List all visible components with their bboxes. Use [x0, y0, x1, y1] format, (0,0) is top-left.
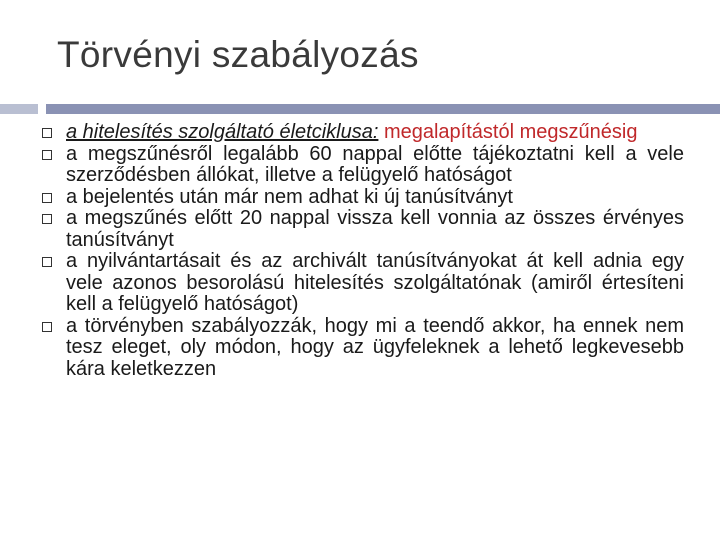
slide-title: Törvényi szabályozás — [57, 34, 419, 75]
bullet-text: a megszűnés előtt 20 nappal vissza kell vonnia az összes érvényes tanúsítványt — [66, 207, 684, 251]
bullet-item — [38, 187, 684, 209]
bullet-text: a megszűnésről legalább 60 nappal előtte tájékoztatni kell a vele szerződésben állókat, illetve a felügyelő hatóságot — [66, 142, 684, 186]
title-divider-left — [0, 104, 38, 114]
bullet-underlined-text: a hitelesítés szolgáltató életciklusa: — [66, 121, 379, 143]
square-bullet-icon — [42, 193, 52, 203]
bullet-item — [38, 208, 684, 251]
bullet-text: a nyilvántartásait és az archivált tanúsítványokat át kell adnia egy vele azonos besorolású hitelesítés szolgáltatónak (amiről értesíteni kell a felügyelő hatóságot) — [66, 250, 684, 315]
bullet-list — [38, 122, 684, 380]
square-bullet-icon — [42, 214, 52, 224]
bullet-item — [38, 144, 684, 187]
bullet-item — [38, 251, 684, 316]
bullet-text: a törvényben szabályozzák, hogy mi a teendő akkor, ha ennek nem tesz eleget, oly módon, hogy az ügyfeleknek a lehető legkevesebb kára keletkezzen — [66, 314, 684, 380]
title-divider-right — [46, 104, 720, 114]
bullet-text: a bejelentés után már nem adhat ki új tanúsítványt — [66, 185, 513, 208]
square-bullet-icon — [42, 128, 52, 138]
square-bullet-icon — [42, 322, 52, 332]
bullet-highlight-text: megalapítástól megszűnésig — [378, 121, 638, 143]
bullet-item — [38, 316, 684, 381]
bullet-item — [38, 122, 684, 144]
square-bullet-icon — [42, 257, 52, 267]
square-bullet-icon — [42, 150, 52, 160]
